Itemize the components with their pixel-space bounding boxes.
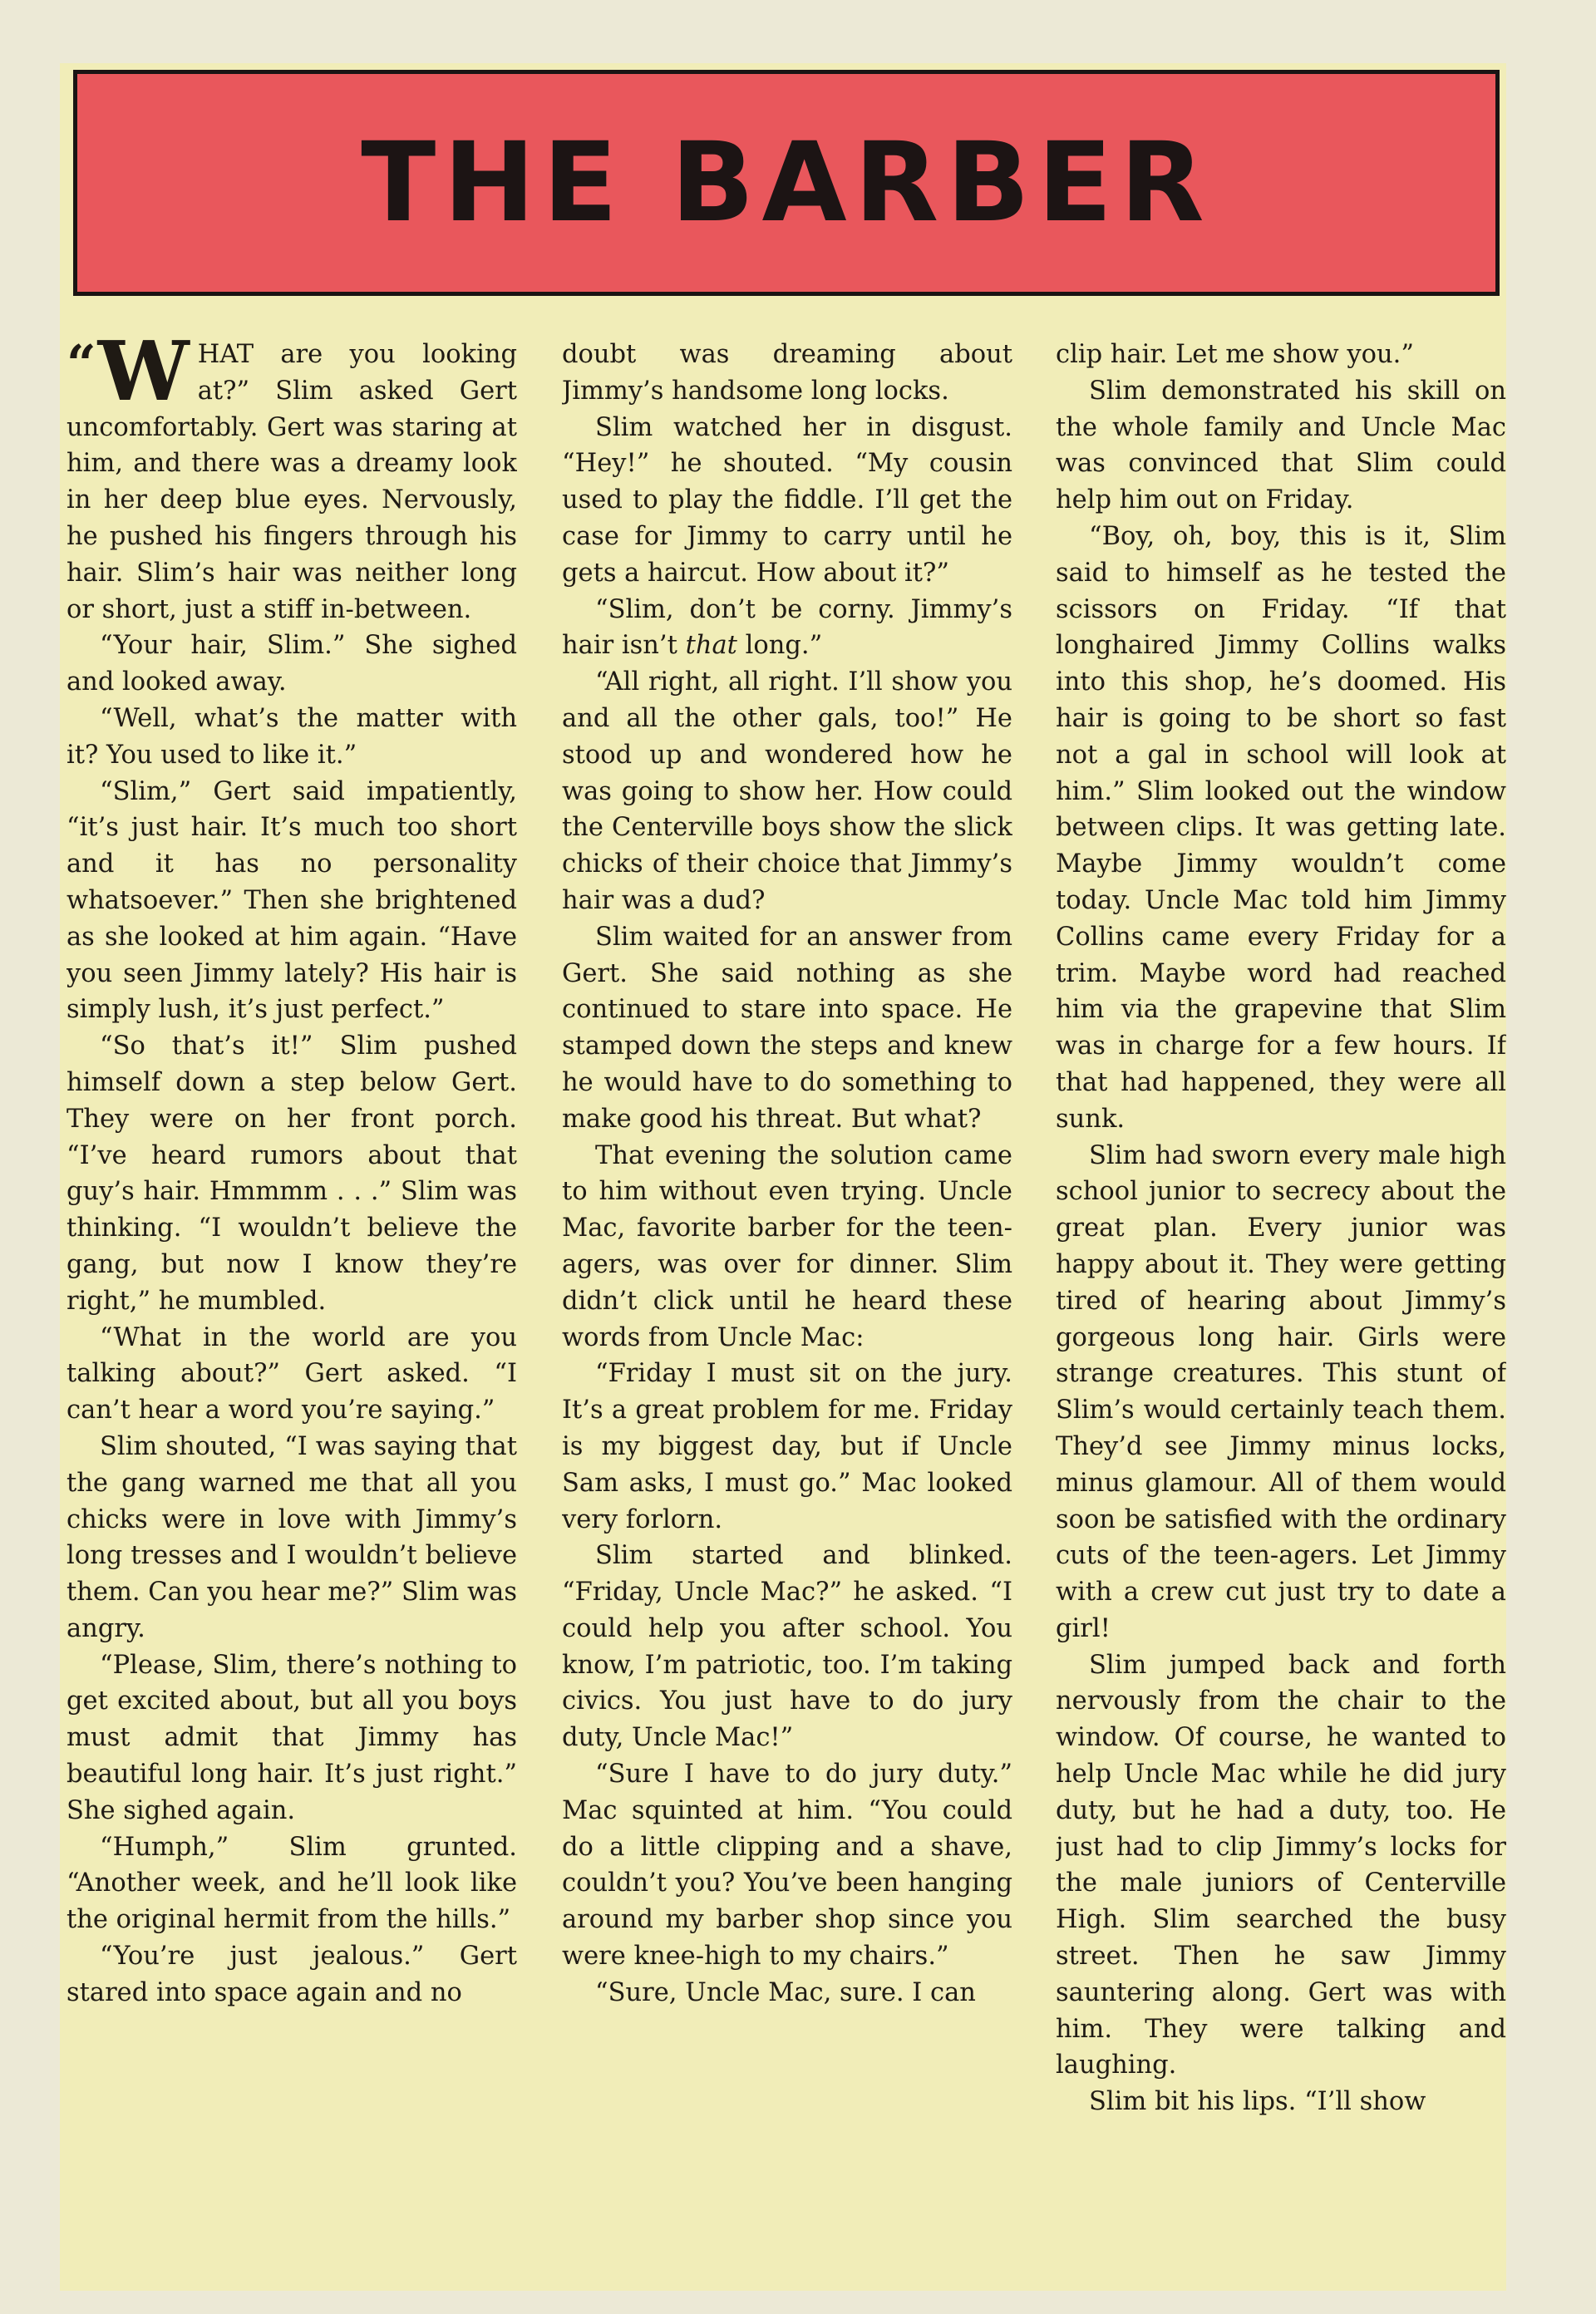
drop-cap: W [97, 337, 190, 420]
paragraph: “Humph,” Slim grunted. “Another week, and he’ll look like the original hermit from the hills.” [66, 1832, 517, 1935]
paragraph: “Friday I must sit on the jury. It’s a great problem for me. Friday is my biggest day, but if Uncle Sam asks, I must go.” Mac looked very forlorn. [562, 1359, 1012, 1534]
paragraph: That evening the solution came to him without even trying. Uncle Mac, favorite barber for the teen-agers, was over for dinner. Slim didn’t click until he heard these words from Uncle Mac: [562, 1140, 1012, 1352]
paragraph: Slim started and blinked. “Friday, Uncle Mac?” he asked. “I could help you after school. You know, I’m patriotic, too. I’m taking civics. You just have to do jury duty, Uncle Mac!” [562, 1541, 1012, 1753]
paragraph: clip hair. Let me show you.” [1056, 340, 1414, 369]
paragraph-text: “Slim, don’t be corny. Jimmy’s hair isn’t [562, 594, 1012, 661]
paragraph: doubt was dreaming about Jimmy’s handsome long locks. [562, 340, 1012, 406]
paragraph-text: HAT are you looking at?” Slim asked Gert uncomfortably. Gert was staring at him, and there was a dreamy look in her deep blue eyes. Nervously, he pushed his fingers through his hair. Slim’s hair was neither long or short, just a stiff in-between. [66, 340, 517, 624]
paragraph: “Boy, oh, boy, this is it, Slim said to himself as he tested the scissors on Friday. “If that longhaired Jimmy Collins walks into this shop, he’s doomed. His hair is going to be short so fast not a gal in school will look at him.” Slim looked out the window between clips. It was getting late. Maybe Jimmy wouldn’t come today. Uncle Mac told him Jimmy Collins came every Friday for a trim. Maybe word had reached him via the grapevine that Slim was in charge for a few hours. If that had happened, they were all sunk. [1056, 521, 1506, 1134]
paragraph: “Well, what’s the matter with it? You used to like it.” [66, 703, 517, 770]
paragraph: Slim waited for an answer from Gert. She said nothing as she continued to stare into space. He stamped down the steps and knew he would have to do something to make good his threat. But what? [562, 922, 1012, 1134]
paragraph: Slim bit his lips. “I’ll show [1089, 2087, 1426, 2117]
paragraph: “Please, Slim, there’s nothing to get excited about, but all you boys must admit that Jimmy has beautiful long hair. It’s just right.” She sighed again. [66, 1650, 517, 1825]
paragraph: “All right, all right. I’ll show you and all the other gals, too!” He stood up and wondered how he was going to show her. How could the Centerville boys show the slick chicks of their choice that Jimmy’s hair was a dud? [562, 667, 1012, 915]
paragraph [66, 337, 517, 628]
paragraph: “Slim,” Gert said impatiently, “it’s just hair. It’s much too short and it has no personality whatsoever.” Then she brightened as she looked at him again. “Have you seen Jimmy lately? His hair is simply lush, it’s just perfect.” [66, 776, 517, 1025]
story-title: THE BARBER [361, 119, 1212, 247]
column-3 [1056, 337, 1506, 2207]
column-1 [66, 337, 517, 2207]
title-banner [73, 70, 1500, 296]
paragraph: “So that’s it!” Slim pushed himself down a step below Gert. They were on her front porch. “I’ve heard rumors about that guy’s hair. Hmmmm . . .” Slim was thinking. “I wouldn’t believe the gang, but now I know they’re right,” he mumbled. [66, 1031, 517, 1316]
paragraph: “What in the world are you talking about?” Gert asked. “I can’t hear a word you’re saying.” [66, 1322, 517, 1425]
paragraph: Slim shouted, “I was saying that the gang warned me that all you chicks were in love with Jimmy’s long tresses and I wouldn’t believe them. Can you hear me?” Slim was angry. [66, 1431, 517, 1643]
emphasis-text: that [685, 631, 737, 661]
paragraph: “Sure I have to do jury duty.” Mac squinted at him. “You could do a little clipping and a shave, couldn’t you? You’ve been hanging around my barber shop since you were knee-high to my chairs.” [562, 1760, 1012, 1972]
column-2 [562, 337, 1012, 2207]
paragraph [562, 592, 1012, 665]
paragraph: “Sure, Uncle Mac, sure. I can [595, 1977, 976, 2007]
paragraph: Slim had sworn every male high school junior to secrecy about the great plan. Every junior was happy about it. They were getting tired of hearing about Jimmy’s gorgeous long hair. Girls were strange creatures. This stunt of Slim’s would certainly teach them. They’d see Jimmy minus locks, minus glamour. All of them would soon be satisfied with the ordinary cuts of the teen-agers. Let Jimmy with a crew cut just try to date a girl! [1056, 1140, 1506, 1643]
paragraph: Slim demonstrated his skill on the whole family and Uncle Mac was convinced that Slim could help him out on Friday. [1056, 376, 1506, 515]
paragraph: Slim watched her in disgust. “Hey!” he shouted. “My cousin used to play the fiddle. I’ll get the case for Jimmy to carry until he gets a haircut. How about it?” [562, 412, 1012, 588]
paragraph-text: long.” [736, 631, 823, 661]
drop-open-quote: “ [66, 337, 96, 394]
paragraph: Slim jumped back and forth nervously from the chair to the window. Of course, he wanted to help Uncle Mac while he did jury duty, but he had a duty, too. He just had to clip Jimmy’s locks for the male juniors of Centerville High. Slim searched the busy street. Then he saw Jimmy sauntering along. Gert was with him. They were talking and laughing. [1056, 1650, 1506, 2080]
paragraph: “You’re just jealous.” Gert stared into space again and no [66, 1942, 517, 2007]
paragraph: “Your hair, Slim.” She sighed and looked away. [66, 631, 517, 697]
